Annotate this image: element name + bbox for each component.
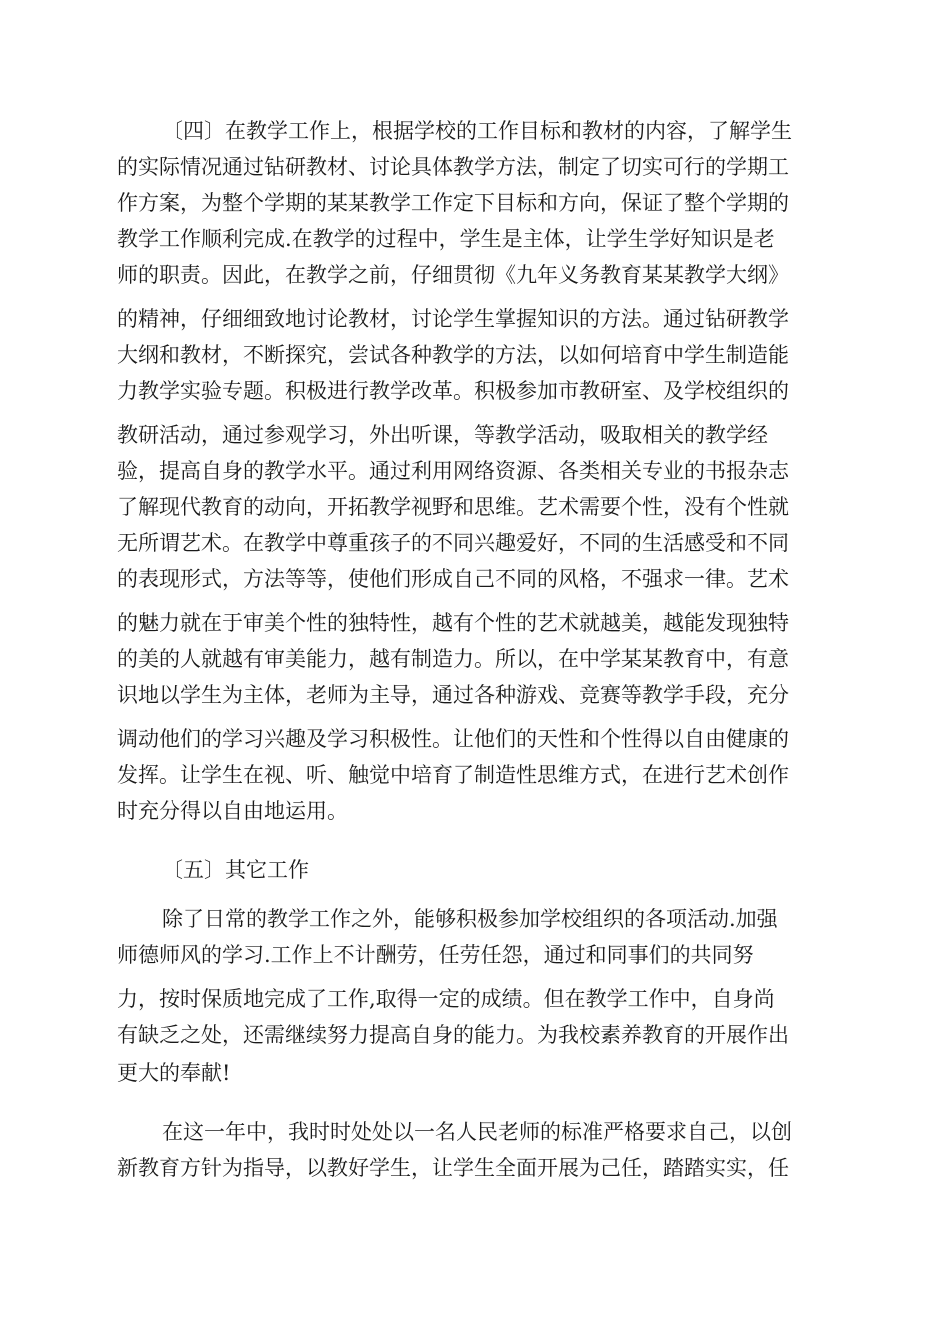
paragraph-line: 作方案，为整个学期的某某教学工作定下目标和方向，保证了整个学期的 xyxy=(117,191,789,215)
paragraph-line: 师的职责。因此，在教学之前，仔细贯彻《九年义务教育某某教学大纲》 xyxy=(117,263,789,287)
paragraph-line: 发挥。让学生在视、听、触觉中培育了制造性思维方式，在进行艺术创作 xyxy=(117,763,789,787)
paragraph-line: 的魅力就在于审美个性的独特性，越有个性的艺术就越美，越能发现独特 xyxy=(117,611,789,635)
paragraph-line: 的表现形式，方法等等，使他们形成自己不同的风格，不强求一律。艺术 xyxy=(117,567,789,591)
paragraph-line: 的实际情况通过钻研教材、讨论具体教学方法，制定了切实可行的学期工 xyxy=(117,155,789,179)
paragraph-line: 的美的人就越有审美能力，越有制造力。所以，在中学某某教育中，有意 xyxy=(117,647,789,671)
paragraph-line: 大纲和教材，不断探究，尝试各种教学的方法，以如何培育中学生制造能 xyxy=(117,343,789,367)
section-heading-other-work: 〔五〕其它工作 xyxy=(162,858,309,882)
paragraph-line: 力教学实验专题。积极进行教学改革。积极参加市教研室、及学校组织的 xyxy=(117,379,789,403)
paragraph-line: 教研活动，通过参观学习，外出听课，等教学活动，吸取相关的教学经 xyxy=(117,423,768,447)
paragraph-line: 力，按时保质地完成了工作,取得一定的成绩。但在教学工作中，自身尚 xyxy=(117,987,775,1011)
paragraph-line: 无所谓艺术。在教学中尊重孩子的不同兴趣爱好，不同的生活感受和不同 xyxy=(117,531,789,555)
paragraph-line: 除了日常的教学工作之外，能够积极参加学校组织的各项活动.加强 xyxy=(162,907,778,931)
paragraph-line: 教学工作顺利完成.在教学的过程中，学生是主体，让学生学好知识是老 xyxy=(117,227,775,251)
paragraph-line: 验，提高自身的教学水平。通过利用网络资源、各类相关专业的书报杂志 xyxy=(117,459,789,483)
paragraph-line: 的精神，仔细细致地讨论教材，讨论学生掌握知识的方法。通过钻研教学 xyxy=(117,307,789,331)
paragraph-line: 有缺乏之处，还需继续努力提高自身的能力。为我校素养教育的开展作出 xyxy=(117,1023,789,1047)
paragraph-line: 〔四〕在教学工作上，根据学校的工作目标和教材的内容，了解学生 xyxy=(162,119,792,143)
paragraph-line: 时充分得以自由地运用。 xyxy=(117,799,348,823)
paragraph-line: 新教育方针为指导，以教好学生，让学生全面开展为己任，踏踏实实，任 xyxy=(117,1156,789,1180)
paragraph-line: 更大的奉献! xyxy=(117,1061,231,1085)
paragraph-line: 在这一年中，我时时处处以一名人民老师的标准严格要求自己，以创 xyxy=(162,1120,792,1144)
paragraph-line: 识地以学生为主体，老师为主导，通过各种游戏、竞赛等教学手段，充分 xyxy=(117,683,789,707)
paragraph-line: 师德师风的学习.工作上不计酬劳，任劳任怨，通过和同事们的共同努 xyxy=(117,943,754,967)
paragraph-line: 了解现代教育的动向，开拓教学视野和思维。艺术需要个性，没有个性就 xyxy=(117,495,789,519)
paragraph-line: 调动他们的学习兴趣及学习积极性。让他们的天性和个性得以自由健康的 xyxy=(117,727,789,751)
